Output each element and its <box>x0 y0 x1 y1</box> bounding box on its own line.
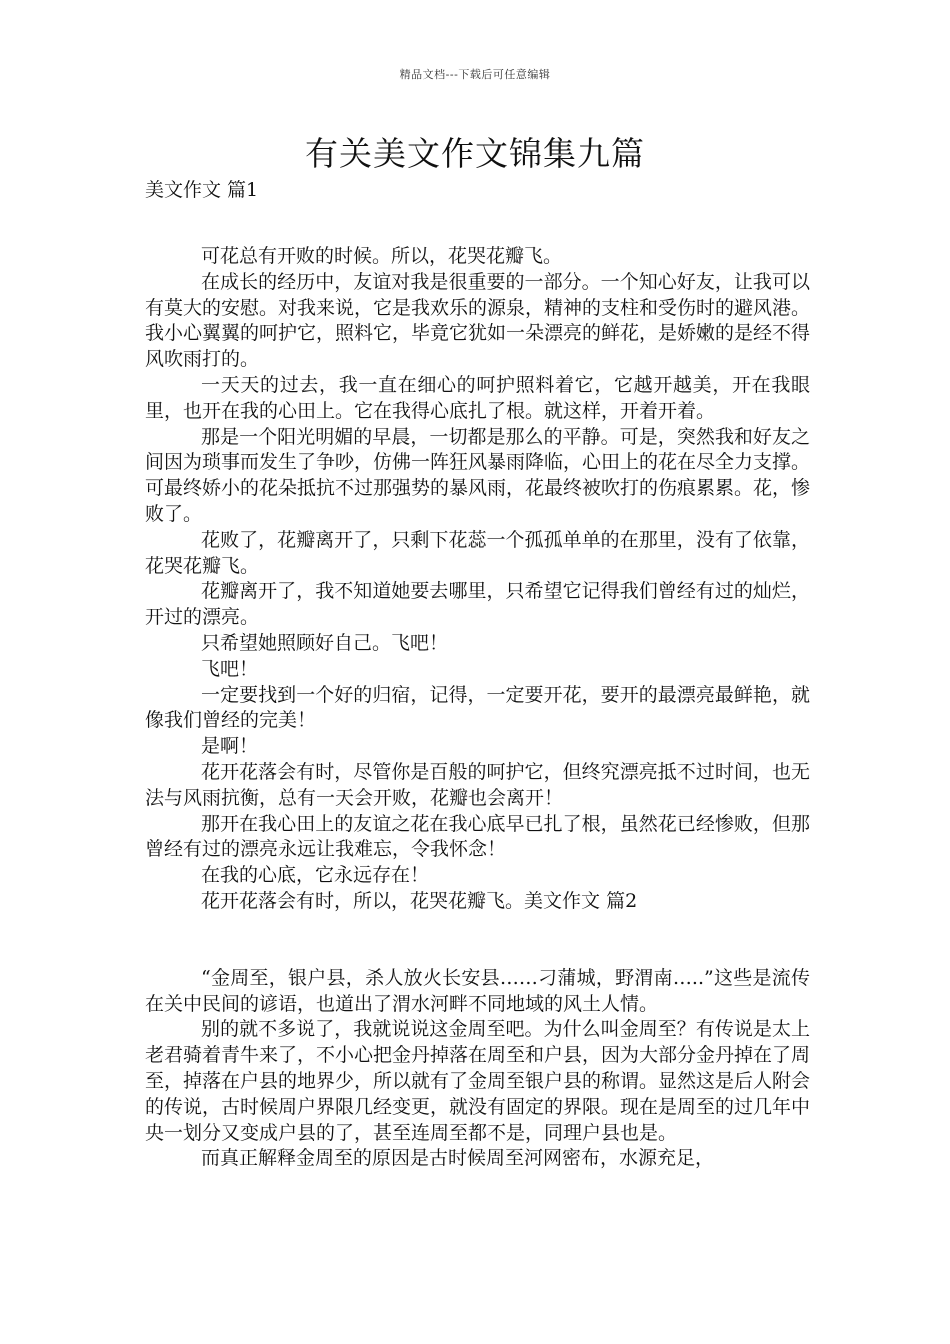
paragraph: 一天天的过去，我一直在细心的呵护照料着它，它越开越美，开在我眼里，也开在我的心田上。它在我得心底扎了根。就这样，开着开着。 <box>145 373 810 422</box>
paragraph: 是啊！ <box>201 735 259 758</box>
paragraph: 只希望她照顾好自己。飞吧！ <box>201 631 449 654</box>
paragraph: 在我的心底，它永远存在！ <box>201 864 430 887</box>
paragraph: 那开在我心田上的友谊之花在我心底早已扎了根，虽然花已经惨败，但那曾经有过的漂亮永远让我难忘，令我怀念！ <box>145 812 810 861</box>
paragraph: “金周至，银户县，杀人放火长安县……刁蒲城，野渭南…..”这些是流传在关中民间的谚语，也道出了渭水河畔不同地域的风土人情。 <box>145 966 810 1015</box>
paragraph: 花瓣离开了，我不知道她要去哪里，只希望它记得我们曾经有过的灿烂，开过的漂亮。 <box>145 580 810 629</box>
article-body <box>145 244 810 1172</box>
paragraph: 一定要找到一个好的归宿，记得，一定要开花，要开的最漂亮最鲜艳，就像我们曾经的完美！ <box>145 683 810 732</box>
paragraph: 而真正解释金周至的原因是古时候周至河网密布，水源充足， <box>201 1147 715 1170</box>
page-header-note: 精品文档---下载后可任意编辑 <box>399 68 551 81</box>
paragraph: 可花总有开败的时候。所以，花哭花瓣飞。 <box>201 245 563 267</box>
paragraph-with-section-2-heading: 花开花落会有时，所以，花哭花瓣飞。美文作文 篇2 <box>201 889 638 912</box>
paragraph: 花败了，花瓣离开了，只剩下花蕊一个孤孤单单的在那里，没有了依靠，花哭花瓣飞。 <box>145 528 810 577</box>
paragraph: 花开花落会有时，尽管你是百般的呵护它，但终究漂亮抵不过时间，也无法与风雨抗衡，总有一天会开败，花瓣也会离开！ <box>145 760 810 809</box>
paragraph: 别的就不多说了，我就说说这金周至吧。为什么叫金周至？有传说是太上老君骑着青牛来了，不小心把金丹掉落在周至和户县，因为大部分金丹掉在了周至，掉落在户县的地界少，所以就有了金周至银户县的称谓。显然这是后人附会的传说，古时候周户界限几经变更，就没有固定的界限。现在是周至的过几年中央一划分又变成户县的了，甚至连周至都不是，同理户县也是。 <box>145 1018 811 1144</box>
document-title: 有关美文作文锦集九篇 <box>305 134 645 173</box>
paragraph: 飞吧！ <box>201 657 259 680</box>
section-heading-1: 美文作文 篇1 <box>145 179 259 201</box>
paragraph: 那是一个阳光明媚的早晨，一切都是那么的平静。可是，突然我和好友之间因为琐事而发生了争吵，仿佛一阵狂风暴雨降临，心田上的花在尽全力支撑。可最终娇小的花朵抵抗不过那强势的暴风雨，花最终被吹打的伤痕累累。花，惨败了。 <box>145 425 811 525</box>
paragraph: 在成长的经历中，友谊对我是很重要的一部分。一个知心好友，让我可以有莫大的安慰。对我来说，它是我欢乐的源泉，精神的支柱和受伤时的避风港。我小心翼翼的呵护它，照料它，毕竟它犹如一朵漂亮的鲜花，是娇嫩的是经不得风吹雨打的。 <box>145 270 811 371</box>
